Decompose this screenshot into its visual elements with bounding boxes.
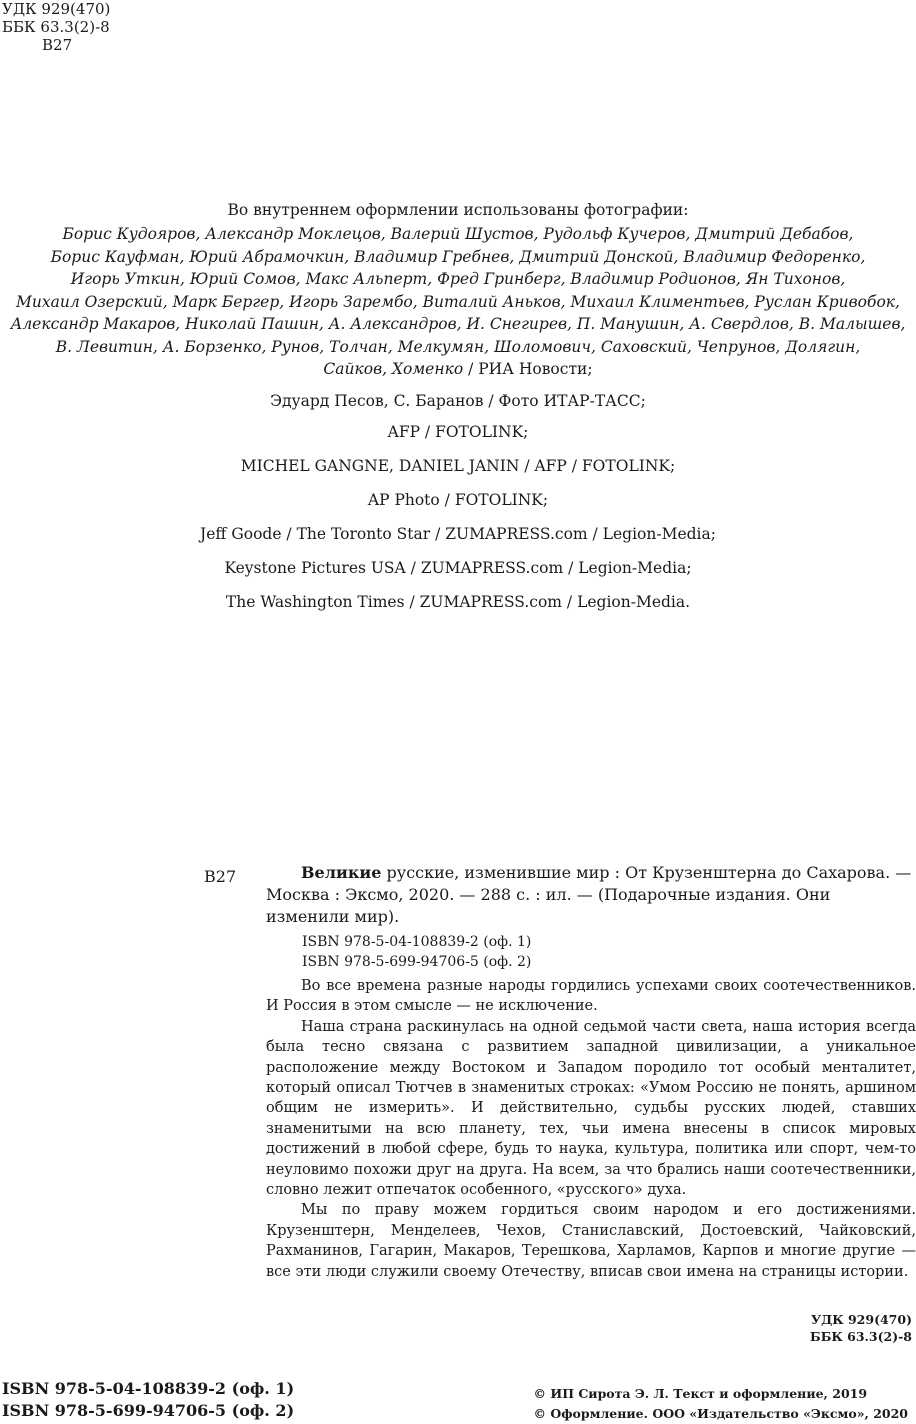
annotation-paragraph: Во все времена разные народы гордились успехами своих соотечественников. И Россия в этом смысле — не исключение. xyxy=(266,978,916,1015)
credits-intro: Во внутреннем оформлении использованы фотографии: xyxy=(227,201,689,219)
agency-credit: Эдуард Песов, С. Баранов / Фото ИТАР-ТАСС; xyxy=(270,391,646,410)
isbn-bottom-2: ISBN 978-5-699-94706-5 (оф. 2) xyxy=(2,1401,295,1420)
copyright-line: © ИП Сирота Э. Л. Текст и оформление, 2019 xyxy=(533,1386,868,1401)
bbk-code: ББК 63.3(2)-8 xyxy=(2,18,110,36)
copyright-block xyxy=(534,1384,908,1424)
names-line: Игорь Уткин, Юрий Сомов, Макс Альперт, Фред Гринберг, Владимир Родионов, Ян Тихонов, xyxy=(70,270,846,288)
names-line: Михаил Озерский, Марк Бергер, Игорь Зарембо, Виталий Аньков, Михаил Климентьев, Руслан Кривобок, xyxy=(16,292,900,311)
bibliography-code: В27 xyxy=(204,867,237,886)
bibliographic-description xyxy=(266,862,916,928)
udk-code: УДК 929(470) xyxy=(2,0,111,18)
agency-credit: Jeff Goode / The Toronto Star / ZUMAPRESS.com / Legion-Media; xyxy=(200,524,716,543)
bottom-classification-codes xyxy=(810,1311,912,1345)
names-line: В. Левитин, А. Борзенко, Рунов, Толчан, Мелкумян, Шоломович, Саховский, Чепрунов, Долягин, xyxy=(55,337,861,356)
isbn-2: ISBN 978-5-699-94706-5 (оф. 2) xyxy=(302,954,532,970)
bbk-code-bottom: ББК 63.3(2)-8 xyxy=(810,1329,912,1344)
ria-agency: / РИА Новости; xyxy=(463,360,593,378)
annotation-paragraph: Наша страна раскинулась на одной седьмой части света, наша история всегда была тесно связана с развитием западной цивилизации, а уникальное расположение между Востоком и Западом породило тот особый менталитет, который описал Тютчев в знаменитых строках: «Умом Россию не понять, аршином общим не измерить». И действительно, судьбы русских людей, ставших знаменитыми на всю планету, тех, чьи имена внесены в список мировых достижений в любой сфере, будь то наука, культура, политика или спорт, чем-то неуловимо похожи друг на друга. На всем, за что брались наши соотечественники, словно лежит отпечаток особенного, «русского» духа. xyxy=(266,1018,916,1199)
annotation-paragraph: Мы по праву можем гордиться своим народом и его достижениями. Крузенштерн, Менделеев, Чехов, Станиславский, Достоевский, Чайковский, Рахманинов, Гагарин, Макаров, Терешкова, Харламов, Карпов и многие другие — все эти люди служили своему Отечеству, вписав свои имена на страницы истории. xyxy=(266,1202,916,1280)
isbn-bottom-1: ISBN 978-5-04-108839-2 (оф. 1) xyxy=(2,1379,295,1398)
annotation xyxy=(266,976,916,1282)
top-classification-codes xyxy=(2,0,110,54)
agency-credit: AFP / FOTOLINK; xyxy=(387,422,529,441)
book-description: русские, изменившие мир : От Крузенштерна до Сахарова. — Москва : Эксмо, 2020. — 288 с. : ил. — (Подарочные издания. Они изменили мир). xyxy=(266,863,912,926)
names-line: Александр Макаров, Николай Пашин, А. Александров, И. Снегирев, П. Манушин, А. Свердлов, В. Малышев, xyxy=(10,315,906,333)
names-line-last xyxy=(0,358,916,381)
isbn-1: ISBN 978-5-04-108839-2 (оф. 1) xyxy=(302,934,532,950)
author-sign: В27 xyxy=(42,36,73,54)
copyright-line: © Оформление. ООО «Издательство «Эксмо», 2020 xyxy=(533,1406,908,1421)
names-line: Борис Кудояров, Александр Моклецов, Валерий Шустов, Рудольф Кучеров, Дмитрий Дебабов, xyxy=(62,225,854,243)
udk-code-bottom: УДК 929(470) xyxy=(811,1312,912,1327)
book-title: Великие xyxy=(301,863,382,882)
agency-credit: Keystone Pictures USA / ZUMAPRESS.com / Legion-Media; xyxy=(224,558,692,577)
last-names: Сайков, Хоменко xyxy=(323,360,464,378)
agency-credit: AP Photo / FOTOLINK; xyxy=(367,490,549,509)
agency-credit: MICHEL GANGNE, DANIEL JANIN / AFP / FOTOLINK; xyxy=(240,456,676,475)
photographer-names xyxy=(0,223,916,381)
names-line: Борис Кауфман, Юрий Абрамочкин, Владимир Гребнев, Дмитрий Донской, Владимир Федоренко, xyxy=(50,247,866,266)
isbn-list xyxy=(302,932,531,972)
photo-credits xyxy=(0,199,916,613)
isbn-bottom xyxy=(2,1378,294,1422)
agency-credit: The Washington Times / ZUMAPRESS.com / Legion-Media. xyxy=(225,592,691,611)
